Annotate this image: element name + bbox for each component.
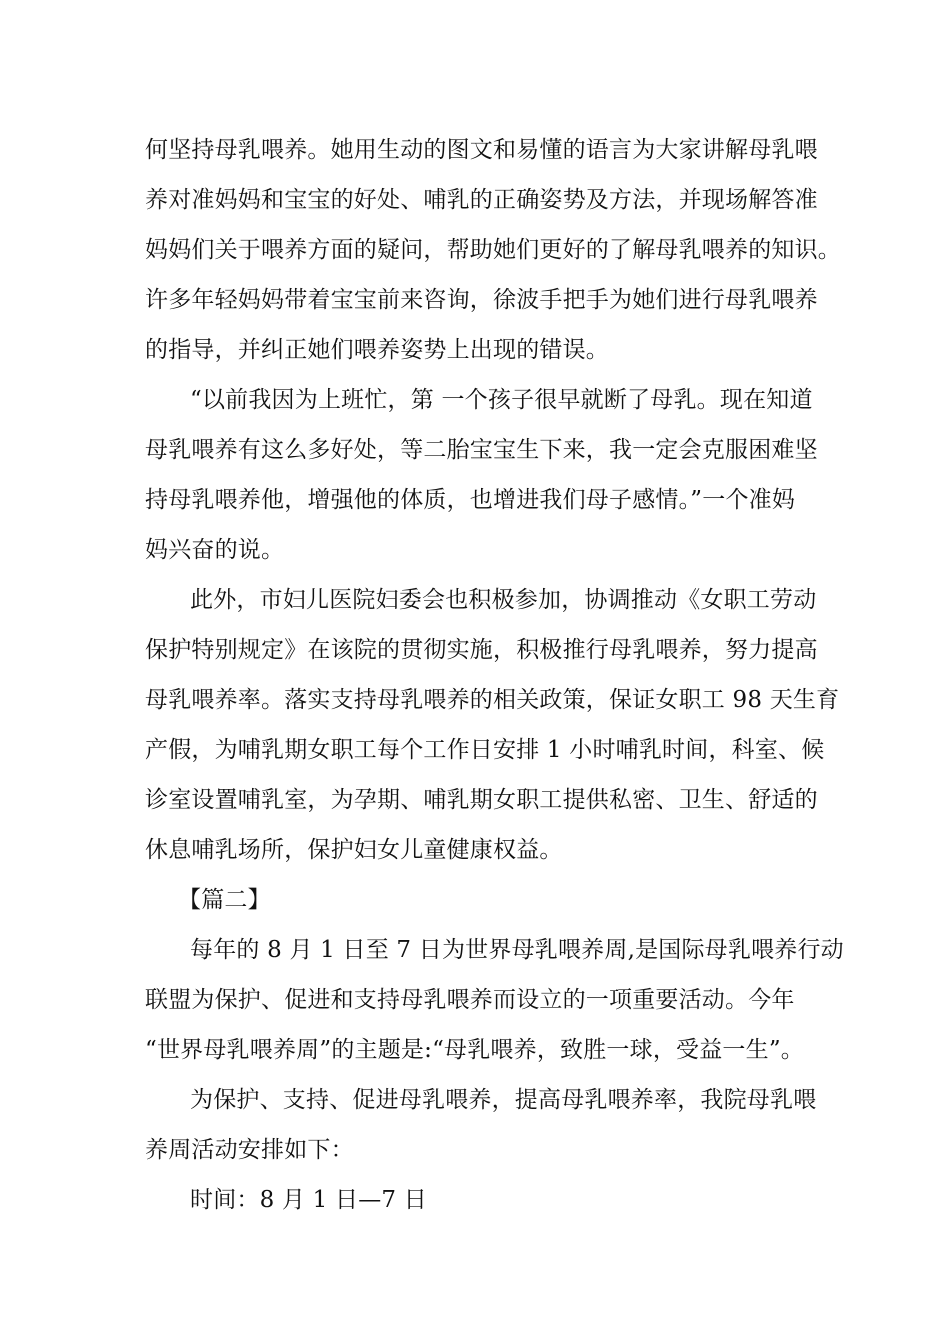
paragraph-first-line: 为保护、支持、促进母乳喂养，提高母乳喂养率，我院母乳喂 — [190, 1087, 817, 1113]
body-text-line: 保护特别规定》在该院的贯彻实施，积极推行母乳喂养，努力提高 — [145, 637, 818, 663]
body-text-line: 休息哺乳场所，保护妇女儿童健康权益。 — [145, 837, 563, 863]
body-text-line: 妈兴奋的说。 — [145, 537, 285, 563]
paragraph-first-line: 时间：8 月 1 日—7 日 — [190, 1187, 427, 1213]
body-text-line: 养对准妈妈和宝宝的好处、哺乳的正确姿势及方法，并现场解答准 — [145, 187, 818, 213]
body-text-line: 联盟为保护、促进和支持母乳喂养而设立的一项重要活动。今年 — [145, 987, 795, 1013]
body-text-line: 持母乳喂养他，增强他的体质，也增进我们母子感情。”一个准妈 — [145, 487, 796, 513]
body-text-line: 产假，为哺乳期女职工每个工作日安排 1 小时哺乳时间，科室、候 — [145, 737, 825, 763]
paragraph-first-line: 此外，市妇儿医院妇委会也积极参加，协调推动《女职工劳动 — [190, 587, 817, 613]
paragraph-first-line: 每年的 8 月 1 日至 7 日为世界母乳喂养周,是国际母乳喂养行动 — [190, 937, 844, 963]
body-text-line: 妈妈们关于喂养方面的疑问，帮助她们更好的了解母乳喂养的知识。 — [145, 237, 841, 263]
section-heading: 【篇二】 — [178, 887, 271, 913]
body-text-line: 诊室设置哺乳室，为孕期、哺乳期女职工提供私密、卫生、舒适的 — [145, 787, 818, 813]
body-text-line: 的指导，并纠正她们喂养姿势上出现的错误。 — [145, 337, 609, 363]
body-text-line: “世界母乳喂养周”的主题是:“母乳喂养，致胜一球，受益一生”。 — [145, 1037, 804, 1063]
body-text-line: 许多年轻妈妈带着宝宝前来咨询，徐波手把手为她们进行母乳喂养 — [145, 287, 818, 313]
paragraph-first-line: “以前我因为上班忙，第 一个孩子很早就断了母乳。现在知道 — [190, 387, 813, 413]
body-text-line: 何坚持母乳喂养。她用生动的图文和易懂的语言为大家讲解母乳喂 — [145, 137, 818, 163]
body-text-line: 母乳喂养有这么多好处，等二胎宝宝生下来，我一定会克服困难坚 — [145, 437, 818, 463]
body-text-line: 养周活动安排如下： — [145, 1137, 354, 1163]
body-text-line: 母乳喂养率。落实支持母乳喂养的相关政策，保证女职工 98 天生育 — [145, 687, 840, 713]
